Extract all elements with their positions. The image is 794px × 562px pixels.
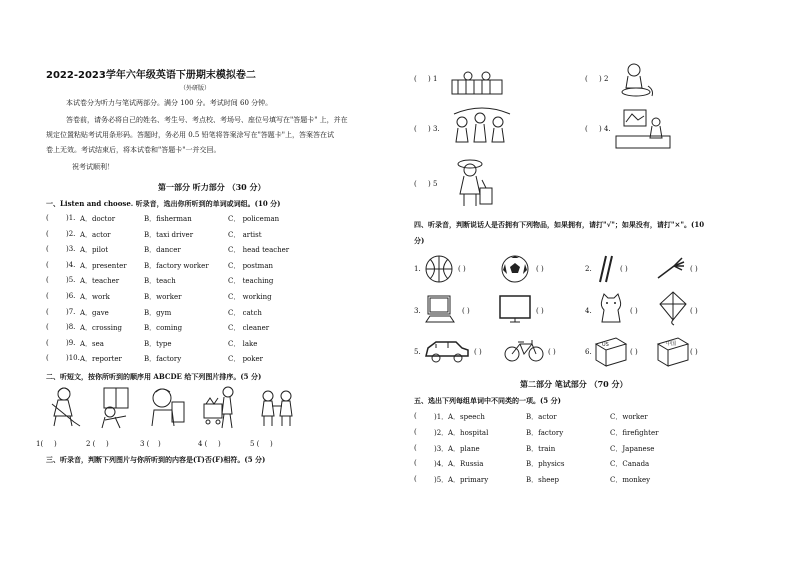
picture-children-group [452, 108, 512, 150]
picture-children-playing [258, 386, 298, 430]
section5-heading: 五、选出下列每组单词中不同类的一项。(5 分) [414, 396, 561, 405]
item-label-5: 5. [414, 348, 421, 356]
answer-6b: ( ) [690, 348, 698, 356]
section1-heading: 一、Listen and choose. 听录音，选出你所听到的单词或词组。(10 分) [46, 199, 281, 208]
close-label: ) 5 [428, 180, 438, 188]
close-label: ) 2 [599, 75, 609, 83]
option-b: B．physics [526, 460, 565, 469]
option-c: C．firefighter [610, 428, 659, 437]
option-b: B．dancer [144, 246, 181, 255]
answer-open-paren: ( [46, 245, 49, 254]
answer-1a: ( ) [458, 265, 466, 273]
bicycle-icon [504, 338, 544, 364]
section5-item [414, 459, 714, 469]
answer-5b: ( ) [548, 348, 556, 356]
answer-2a: ( ) [620, 265, 628, 273]
close-label: ) 3. [428, 125, 440, 133]
section3-heading: 三、听录音，判断下列图片与你所听到的内容是(T)否(F)相符。(5 分) [46, 455, 266, 464]
answer-2b: ( ) [690, 265, 698, 273]
answer-open-paren: ( [46, 307, 49, 316]
edition-label: （外研版） [180, 85, 211, 92]
answer-open-paren: ( [46, 214, 49, 222]
option-b: B．coming [144, 324, 183, 333]
option-c: C． cleaner [228, 324, 270, 333]
option-b: B．worker [144, 293, 182, 301]
book-china-icon [656, 336, 690, 366]
item-number: )5． [434, 476, 449, 485]
section1-item [46, 339, 346, 349]
picture-girl-with-suitcase [452, 158, 496, 210]
fork-icon [656, 256, 686, 280]
option-a: A．sea [80, 339, 104, 348]
picture-classroom [614, 108, 674, 152]
picture-family-kitchen [450, 70, 504, 98]
answer-5a: ( ) [474, 348, 482, 356]
item-label-4: 4. [585, 307, 592, 315]
item-number: )5. [66, 276, 76, 285]
label-3: 3 ( [140, 440, 150, 448]
basketball-icon [424, 254, 454, 284]
option-c: C． working [228, 293, 272, 301]
label-5: 5 ( [250, 440, 260, 448]
option-b: B．gym [144, 308, 172, 317]
answer-4b: ( ) [690, 307, 698, 315]
picture-boy-at-window [96, 386, 136, 430]
section1-item [46, 308, 346, 318]
section5-item [414, 412, 714, 422]
label-4: 4 ( [198, 440, 208, 448]
intro-line-1: 本试卷分为听力与笔试两部分。满分 100 分。考试时间 60 分钟。 [66, 99, 273, 107]
option-b: B．taxi driver [144, 230, 194, 239]
close-label: ) 4. [599, 125, 611, 133]
answer-3b: ( ) [536, 307, 544, 315]
option-a: A．speech [448, 413, 485, 421]
section1-item [46, 245, 346, 255]
section5-item [414, 428, 714, 438]
answer-open-paren: ( [414, 459, 417, 468]
option-a: A．reporter [80, 355, 122, 364]
section1-item [46, 323, 346, 333]
item-number: )1． [434, 413, 449, 421]
item-number: )2. [66, 229, 76, 238]
option-c: C． postman [228, 261, 274, 270]
book-china-label: 中国 [666, 341, 677, 347]
section1-item [46, 214, 346, 224]
section1-item [46, 261, 346, 271]
option-a: A．Russia [448, 460, 484, 469]
option-b: B．actor [526, 413, 557, 421]
option-a: A．doctor [80, 215, 116, 223]
item-number: )3. [66, 245, 76, 254]
option-b: B．train [526, 444, 556, 453]
answer-open-paren: ( [414, 427, 417, 436]
option-a: A．hospital [448, 428, 489, 437]
section1-item [46, 292, 346, 302]
item-label-2: 2. [585, 265, 592, 273]
blank-4-close: ) [218, 440, 221, 448]
label-1: 1( [36, 440, 44, 448]
option-c: C． lake [228, 339, 258, 348]
item-number: )6. [66, 292, 76, 300]
option-c: C．Canada [610, 460, 650, 469]
chopsticks-icon [596, 254, 616, 284]
blank-3-close: ) [158, 440, 161, 448]
picture-shopping-cart [202, 386, 242, 432]
option-c: C． policeman [228, 215, 280, 223]
answer-6a: ( ) [630, 348, 638, 356]
open-paren: ( [585, 75, 588, 83]
option-a: A．work [80, 293, 110, 301]
option-c: C． artist [228, 230, 262, 239]
option-c: C．monkey [610, 476, 651, 485]
option-a: A．pilot [80, 246, 109, 255]
option-b: B．factory [526, 428, 564, 437]
option-a: A．presenter [80, 261, 127, 270]
option-b: B．type [144, 339, 172, 348]
computer-icon [424, 294, 458, 326]
blank-1-close: ) [54, 440, 57, 448]
answer-4a: ( ) [630, 307, 638, 315]
option-c: C．worker [610, 413, 648, 421]
answer-open-paren: ( [414, 475, 417, 484]
answer-open-paren: ( [46, 323, 49, 332]
picture-girl-sweeping [44, 386, 84, 430]
blank-5-close: ) [270, 440, 273, 448]
item-number: )10. [66, 354, 80, 363]
option-c: C． head teacher [228, 246, 290, 255]
item-number: )7. [66, 307, 76, 316]
close-label: ) 1 [428, 75, 438, 83]
intro-line-5: 祝考试顺利！ [72, 163, 114, 171]
option-a: A．teacher [80, 277, 120, 286]
book-us-label: US [602, 342, 609, 348]
answer-open-paren: ( [46, 276, 49, 285]
part2-heading: 第二部分 笔试部分 （70 分） [520, 379, 628, 389]
answer-open-paren: ( [414, 412, 417, 420]
item-number: )4. [66, 260, 76, 269]
option-a: A．gave [80, 308, 109, 317]
section5-item [414, 444, 714, 454]
item-label-6: 6. [585, 348, 592, 356]
section2-heading: 二、听短文，按你所听到的顺序用 ABCDE 给下列图片排序。(5 分) [46, 372, 262, 381]
section4-heading: 四、听录音，判断说话人是否拥有下列物品，如果拥有，请打"√"；如果没有，请打"×"。(10 [414, 220, 705, 229]
option-b: B．factory [144, 355, 182, 364]
blank-2-close: ) [106, 440, 109, 448]
answer-open-paren: ( [46, 292, 49, 300]
option-a: A．plane [448, 444, 480, 453]
car-icon [424, 338, 470, 364]
open-paren: ( [585, 125, 588, 133]
option-b: B．sheep [526, 476, 560, 485]
open-paren: ( [414, 125, 417, 133]
part1-heading: 第一部分 听力部分 （30 分） [158, 182, 266, 192]
option-b: B．fisherman [144, 215, 192, 223]
open-paren: ( [414, 75, 417, 83]
picture-girl-washing [614, 62, 658, 98]
answer-open-paren: ( [414, 443, 417, 452]
answer-3a: ( ) [462, 307, 470, 315]
option-b: B．factory worker [144, 261, 209, 270]
section1-item [46, 354, 346, 364]
option-c: C．Japanese [610, 444, 655, 453]
exam-title: 2022-2023学年六年级英语下册期末模拟卷二 [46, 70, 256, 81]
football-icon [500, 254, 530, 284]
section2-answer-row [36, 440, 306, 450]
answer-open-paren: ( [46, 354, 49, 363]
intro-line-4: 卷上无效。考试结束后，将本试卷和"答题卡"一并交回。 [46, 146, 221, 154]
section4-heading-cont: 分) [414, 236, 425, 245]
item-number: )9. [66, 338, 76, 347]
tv-icon [498, 294, 532, 326]
kite-icon [658, 290, 688, 326]
option-a: A．crossing [80, 324, 122, 333]
item-number: )8. [66, 323, 76, 332]
section1-item [46, 230, 346, 240]
cat-icon [596, 292, 626, 324]
option-a: A．primary [448, 476, 489, 485]
option-c: C． teaching [228, 277, 274, 286]
option-c: C． poker [228, 355, 264, 364]
intro-line-2: 答卷前，请务必将自己的姓名、考生号、考点校、考场号、座位号填写在"答题卡" 上，并在 [66, 116, 348, 124]
answer-open-paren: ( [46, 260, 49, 269]
section1-item [46, 276, 346, 286]
item-number: )1. [66, 214, 76, 222]
item-number: )4． [434, 460, 449, 469]
option-b: B．teach [144, 277, 176, 286]
item-number: )3． [434, 444, 449, 453]
answer-1b: ( ) [536, 265, 544, 273]
item-label-3: 3. [414, 307, 421, 315]
option-a: A．actor [80, 230, 111, 239]
answer-open-paren: ( [46, 338, 49, 347]
picture-boy-reading [148, 386, 188, 430]
section5-item [414, 475, 714, 485]
open-paren: ( [414, 180, 417, 188]
book-us-icon [594, 336, 628, 366]
item-label-1: 1. [414, 265, 421, 273]
option-c: C． catch [228, 308, 262, 317]
intro-line-3: 规定位置粘贴考试用条形码。答题时，务必用 0.5 铅笔将答案涂写在"答题卡"上，答案答在试 [46, 131, 335, 139]
item-number: )2． [434, 428, 449, 437]
answer-open-paren: ( [46, 229, 49, 238]
label-2: 2 ( [86, 440, 96, 448]
